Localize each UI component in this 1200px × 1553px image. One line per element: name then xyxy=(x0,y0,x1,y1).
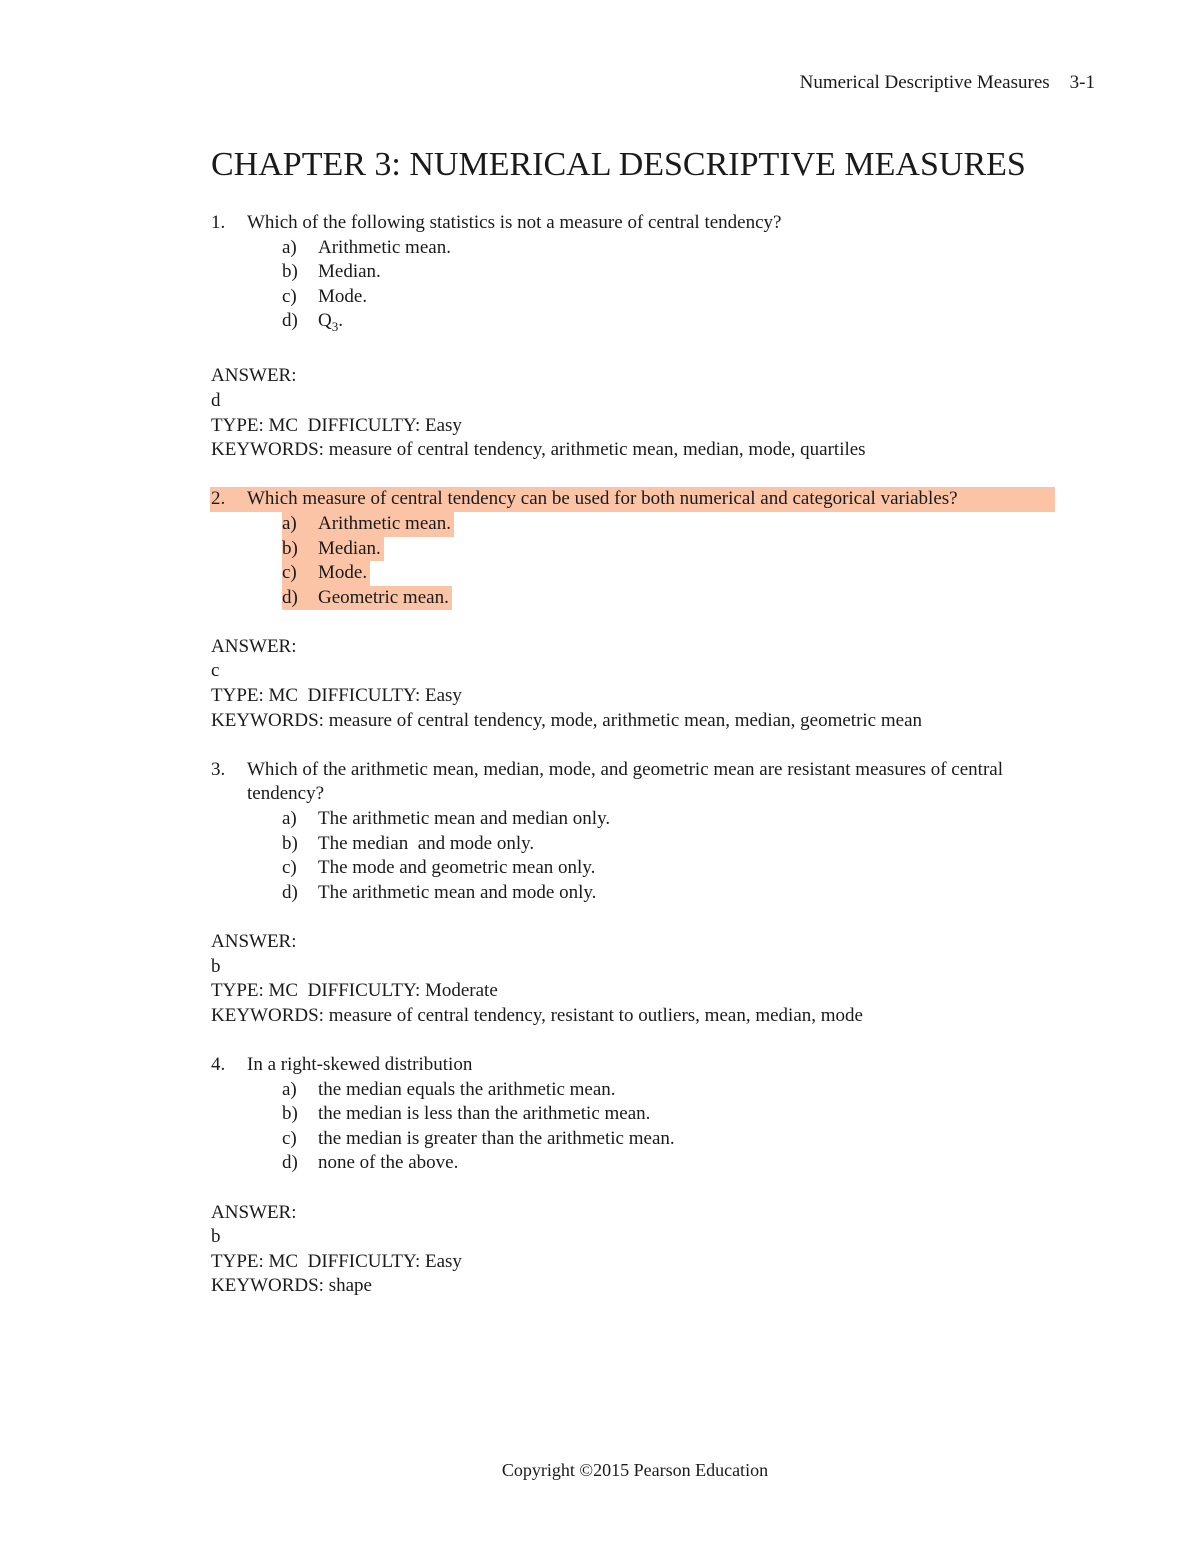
option-letter: b) xyxy=(282,537,298,559)
type-difficulty: TYPE: MC DIFFICULTY: Easy xyxy=(211,1250,462,1272)
option-text: Median. xyxy=(318,537,381,559)
question-stem xyxy=(211,211,1091,236)
option-letter: d) xyxy=(282,1152,298,1174)
answer-label: ANSWER: xyxy=(211,931,297,953)
answer-block xyxy=(211,635,1091,733)
question-number: 1. xyxy=(211,212,226,233)
question-1 xyxy=(211,211,1091,463)
keywords: KEYWORDS: measure of central tendency, resistant to outliers, mean, median, mode xyxy=(211,1004,863,1026)
answer-label: ANSWER: xyxy=(211,365,297,387)
option-a xyxy=(282,236,1091,261)
question-text: Which of the arithmetic mean, median, mode, and geometric mean are resistant measures of central tendency? xyxy=(247,758,1003,805)
running-header xyxy=(800,72,1095,94)
option-b xyxy=(282,537,1091,562)
option-b xyxy=(282,1102,1091,1127)
question-3 xyxy=(211,758,1091,1029)
option-text: Median. xyxy=(318,261,381,283)
option-text: The mode and geometric mean only. xyxy=(318,857,596,879)
option-c xyxy=(282,285,1091,310)
option-letter: a) xyxy=(282,512,297,534)
option-letter: d) xyxy=(282,586,298,608)
answer-label: ANSWER: xyxy=(211,1201,297,1223)
option-letter: d) xyxy=(282,881,298,903)
option-text: Mode. xyxy=(318,562,368,584)
option-letter: c) xyxy=(282,857,297,879)
question-list xyxy=(211,211,1091,1299)
answer-block xyxy=(211,364,1091,462)
option-letter: a) xyxy=(282,1078,297,1100)
option-letter: c) xyxy=(282,285,297,307)
option-text: The arithmetic mean and mode only. xyxy=(318,881,597,903)
answer-label: ANSWER: xyxy=(211,635,297,657)
option-text: the median equals the arithmetic mean. xyxy=(318,1078,616,1100)
question-number: 2. xyxy=(211,488,226,510)
question-4 xyxy=(211,1053,1091,1299)
option-list xyxy=(211,1078,1091,1176)
page-title: CHAPTER 3: NUMERICAL DESCRIPTIVE MEASURES xyxy=(211,146,1026,183)
option-text: Arithmetic mean. xyxy=(318,236,451,258)
answer-block xyxy=(211,930,1091,1028)
type-difficulty: TYPE: MC DIFFICULTY: Easy xyxy=(211,685,462,707)
option-text: The arithmetic mean and median only. xyxy=(318,808,611,830)
option-text: the median is less than the arithmetic mean. xyxy=(318,1103,651,1125)
option-list xyxy=(211,512,1091,610)
option-letter: c) xyxy=(282,562,297,584)
keywords: KEYWORDS: measure of central tendency, mode, arithmetic mean, median, geometric mean xyxy=(211,709,923,731)
option-b xyxy=(282,260,1091,285)
option-letter: b) xyxy=(282,1103,298,1125)
type-difficulty: TYPE: MC DIFFICULTY: Easy xyxy=(211,414,462,436)
question-number: 4. xyxy=(211,1053,226,1075)
keywords: KEYWORDS: measure of central tendency, arithmetic mean, median, mode, quartiles xyxy=(211,439,866,461)
option-a xyxy=(282,512,1091,537)
option-letter: b) xyxy=(282,261,298,283)
type-difficulty: TYPE: MC DIFFICULTY: Moderate xyxy=(211,980,498,1002)
option-text: Mode. xyxy=(318,285,368,307)
option-list xyxy=(211,236,1091,340)
option-text: The median and mode only. xyxy=(318,832,535,854)
option-letter: a) xyxy=(282,808,297,830)
option-c xyxy=(282,856,1091,881)
option-text: none of the above. xyxy=(318,1152,459,1174)
running-title: Numerical Descriptive Measures xyxy=(799,72,1050,93)
option-b xyxy=(282,832,1091,857)
option-d xyxy=(282,881,1091,906)
option-letter: c) xyxy=(282,1127,297,1149)
question-text: Which measure of central tendency can be used for both numerical and categorical variables? xyxy=(247,488,958,510)
question-2 xyxy=(211,487,1091,733)
option-d xyxy=(282,309,1091,339)
option-subscript: 3 xyxy=(331,319,339,335)
question-stem xyxy=(210,487,1055,512)
option-text xyxy=(318,309,343,339)
option-list xyxy=(211,807,1091,905)
copyright-footer: Copyright ©2015 Pearson Education xyxy=(501,1460,769,1480)
question-number: 3. xyxy=(211,758,226,780)
option-c xyxy=(282,1127,1091,1152)
keywords: KEYWORDS: shape xyxy=(211,1275,372,1297)
option-d xyxy=(282,586,1091,611)
option-c xyxy=(282,561,1091,586)
option-a xyxy=(282,807,1091,832)
question-text: Which of the following statistics is not a measure of central tendency? xyxy=(247,212,782,233)
answer-value: b xyxy=(211,955,221,977)
page-number: 3-1 xyxy=(1069,72,1095,93)
answer-value: d xyxy=(211,389,221,411)
option-letter: d) xyxy=(282,310,298,332)
option-text: the median is greater than the arithmetic mean. xyxy=(318,1127,675,1149)
option-text-main: Q xyxy=(318,310,332,332)
answer-value: b xyxy=(211,1226,221,1248)
option-a xyxy=(282,1078,1091,1103)
question-text: In a right-skewed distribution xyxy=(247,1053,473,1075)
answer-value: c xyxy=(211,660,220,682)
question-stem xyxy=(211,758,1091,807)
option-text-tail: . xyxy=(338,310,343,332)
option-letter: b) xyxy=(282,832,298,854)
option-text: Arithmetic mean. xyxy=(318,512,451,534)
option-text: Geometric mean. xyxy=(318,586,449,608)
option-letter: a) xyxy=(282,236,297,258)
option-d xyxy=(282,1151,1091,1176)
question-stem xyxy=(211,1053,1091,1078)
answer-block xyxy=(211,1201,1091,1299)
